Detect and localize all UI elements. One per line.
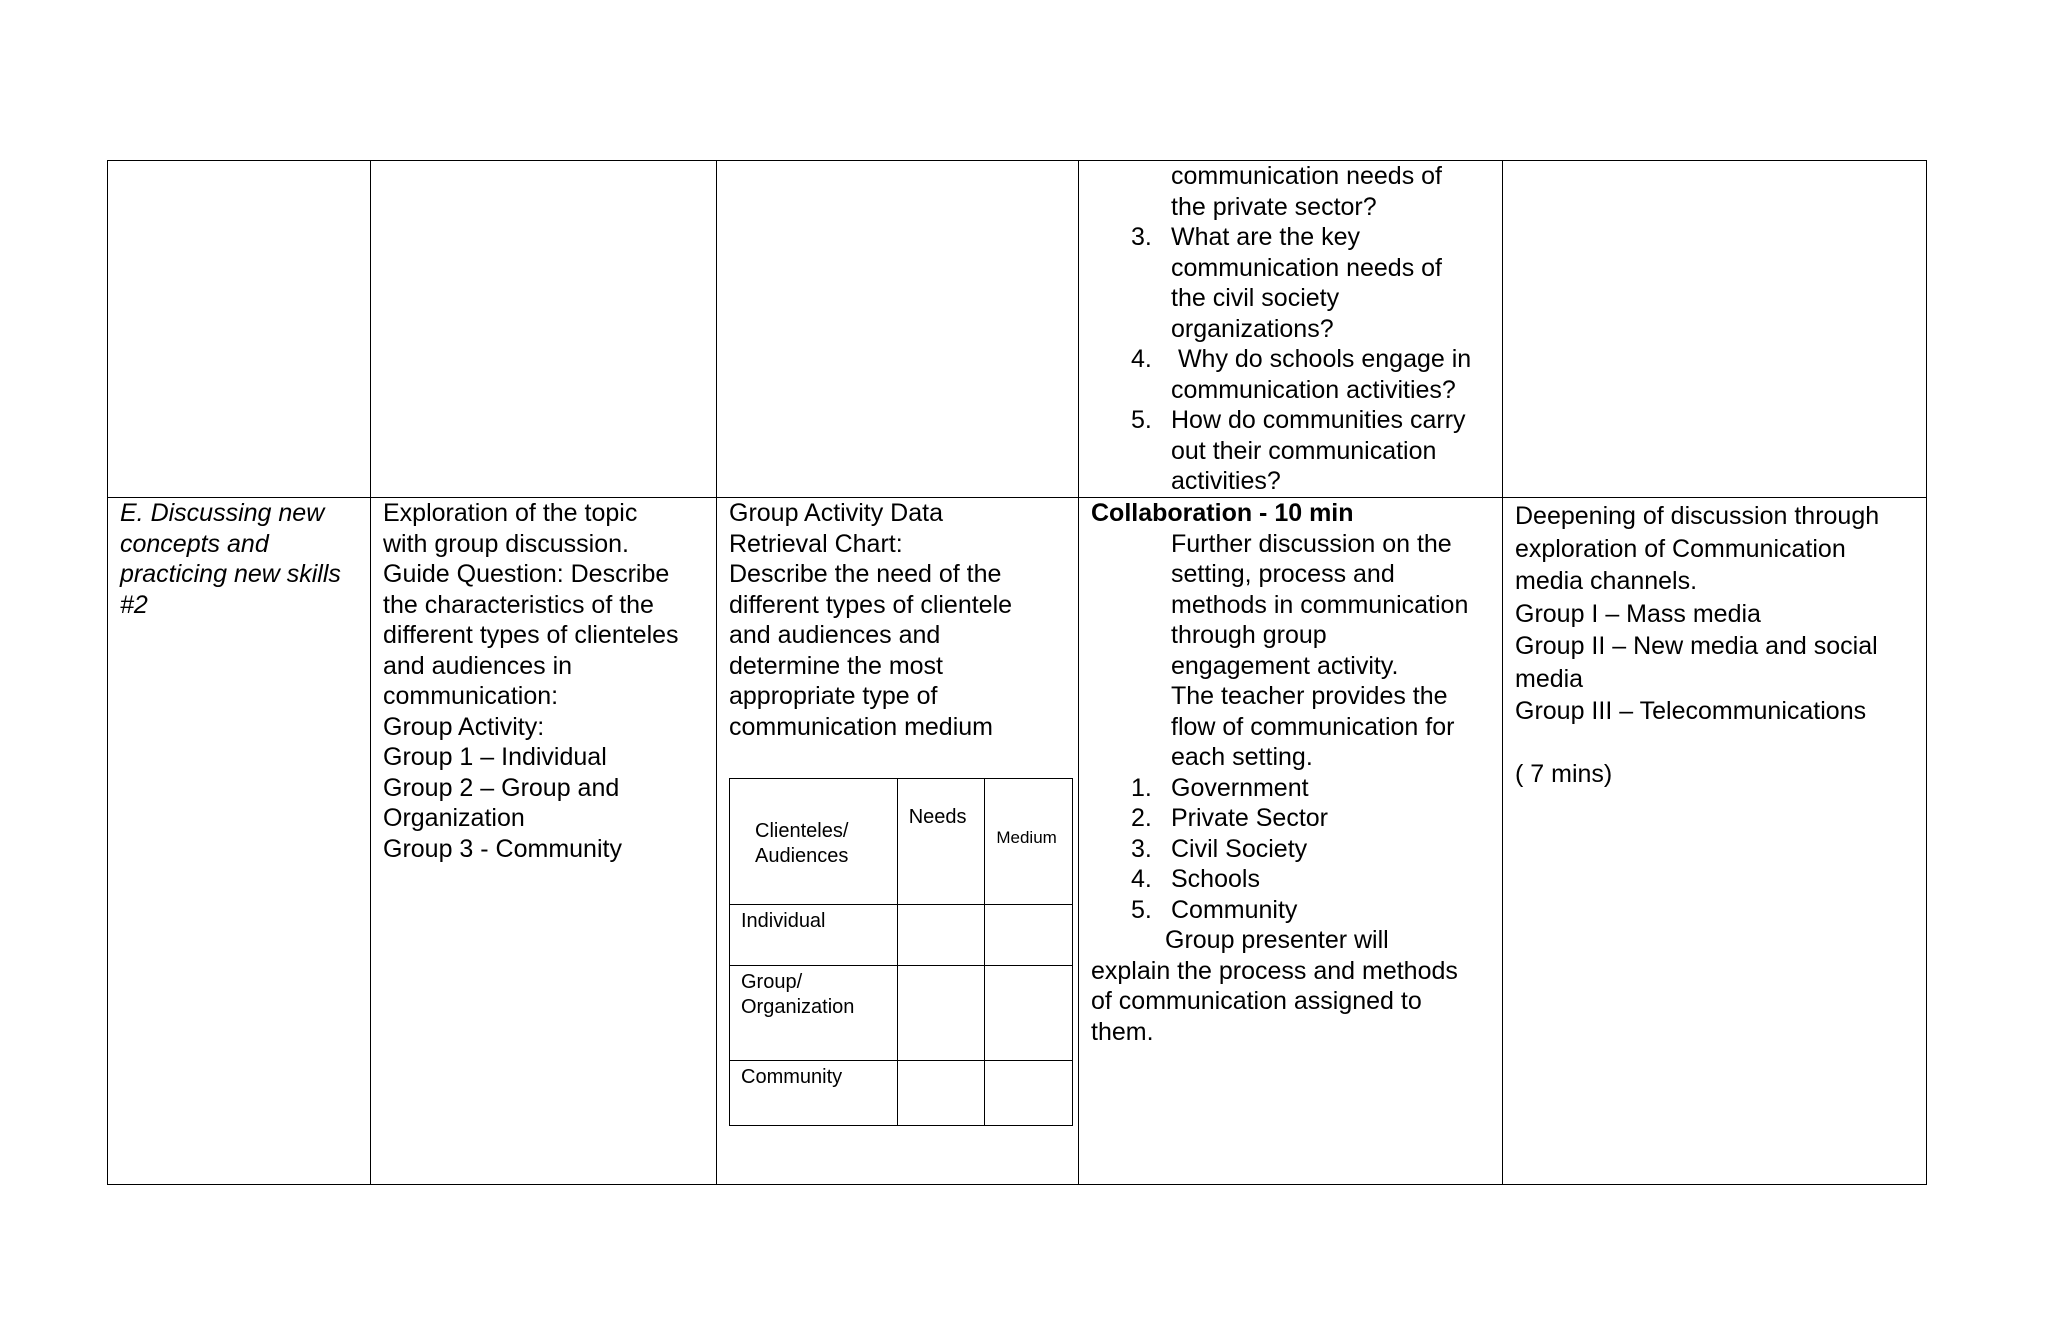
collaboration-title: Collaboration - 10 min <box>1091 499 1354 527</box>
question-continuation: communication needs of <box>1171 162 1442 190</box>
chart-row-label: Community <box>730 1061 898 1126</box>
chart-row-label: Group/ Organization <box>730 966 898 1061</box>
guide-questions-cell <box>1079 161 1503 498</box>
list-item: 5. Community <box>1131 895 1298 924</box>
chart-cell-empty <box>985 1061 1073 1126</box>
collaboration-cell: Collaboration - 10 min Further discussion on the setting, process and methods in communication through group engagement activity. The teacher provides the flow of communication for each setting. 1. Government 2. Private Sector 3. Civil Society 4. Schools 5. Community Group presenter will explain the process and methods of communication assigned to them. <box>1079 498 1503 1185</box>
chart-cell-empty <box>985 966 1073 1061</box>
list-item: 5. How do communities carry out their communication activities? <box>1131 406 1466 495</box>
chart-row-label: Individual <box>730 905 898 966</box>
table-row <box>730 905 1073 966</box>
table-row <box>108 498 1927 1185</box>
deepening-cell: Deepening of discussion through exploration of Communication media channels. Group I – Mass media Group II – New media and social media Group III – Telecommunications ( 7 mins) <box>1503 498 1927 1185</box>
cell-empty <box>371 161 717 498</box>
question-continuation: the private sector? <box>1171 192 1377 221</box>
section-label-cell <box>108 498 371 1185</box>
lesson-plan-table <box>107 160 1927 1185</box>
data-retrieval-chart <box>729 778 1073 1126</box>
table-row <box>730 1061 1073 1126</box>
time-allotment: ( 7 mins) <box>1515 759 1613 788</box>
chart-header-needs: Needs <box>897 779 985 905</box>
list-item: 2. Private Sector <box>1131 804 1329 832</box>
content-cell: Exploration of the topic with group discussion. Guide Question: Describe the characteristics of the different types of clienteles and audiences in communication: Group Activity: Group 1 – Individual Group 2 – Group and Organization Group 3 - Community <box>371 498 717 1185</box>
list-item: 4. Why do schools engage in communication activities? <box>1131 345 1472 404</box>
list-item: 1. Government <box>1131 773 1309 802</box>
chart-header-row <box>730 779 1073 905</box>
table-row <box>730 966 1073 1061</box>
cell-empty <box>1503 161 1927 498</box>
chart-header-audiences: Clienteles/ Audiences <box>730 779 898 905</box>
table-row <box>108 161 1927 498</box>
chart-cell-empty <box>897 1061 985 1126</box>
chart-cell-empty <box>897 966 985 1061</box>
list-item: 4. Schools <box>1131 865 1260 893</box>
chart-header-medium: Medium <box>985 779 1073 905</box>
section-label: E. Discussing new <box>120 499 325 527</box>
chart-cell-empty <box>985 905 1073 966</box>
activity-cell: Group Activity Data Retrieval Chart: Describe the need of the different types of clientele and audiences and determine the most appropriate type of communication medium Clienteles/ Audiences Needs Medium Individual Group/ Organization Community <box>717 498 1079 1185</box>
list-item: 3. Civil Society <box>1131 834 1308 863</box>
section-label: #2 <box>120 590 148 619</box>
section-label: practicing new skills <box>120 560 341 588</box>
cell-empty <box>108 161 371 498</box>
section-label: concepts and <box>120 529 269 558</box>
chart-cell-empty <box>897 905 985 966</box>
list-item: 3. What are the key communication needs of the civil society organizations? <box>1131 223 1442 343</box>
cell-empty <box>717 161 1079 498</box>
